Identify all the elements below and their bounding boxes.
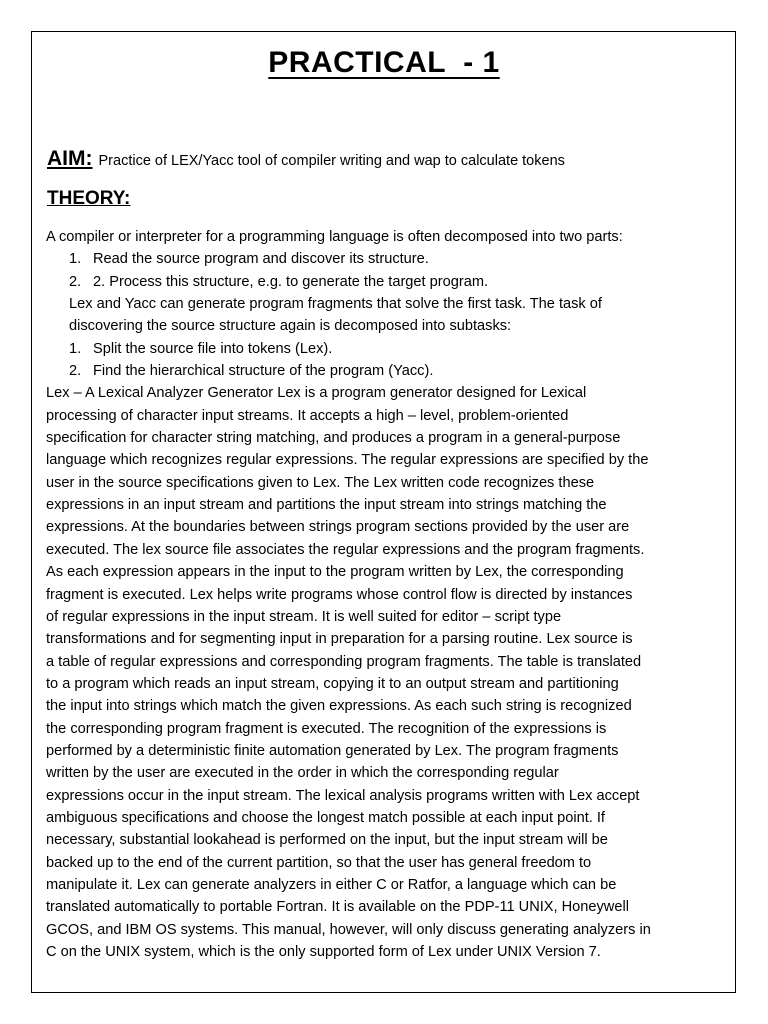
paragraph-line: processing of character input streams. It accepts a high – level, problem-oriented bbox=[46, 407, 569, 424]
paragraph-line: Lex and Yacc can generate program fragments that solve the first task. The task of bbox=[69, 296, 602, 313]
aim-text: Practice of LEX/Yacc tool of compiler writing and wap to calculate tokens bbox=[98, 153, 565, 169]
list-text: Find the hierarchical structure of the program (Yacc). bbox=[93, 363, 434, 380]
paragraph-line: performed by a deterministic finite automation generated by Lex. The program fragments bbox=[46, 742, 619, 759]
list-text: 2. Process this structure, e.g. to generate the target program. bbox=[93, 273, 489, 290]
aim-label: AIM: bbox=[47, 147, 93, 170]
paragraph-line: the input into strings which match the given expressions. As each such string is recognized bbox=[46, 698, 632, 715]
aim-section bbox=[47, 147, 565, 171]
paragraph-line: to a program which reads an input stream, copying it to an output stream and partitioning bbox=[46, 675, 619, 692]
list-text: Split the source file into tokens (Lex). bbox=[93, 340, 333, 357]
paragraph-line: executed. The lex source file associates the regular expressions and the program fragments. bbox=[46, 541, 645, 558]
paragraph-line: language which recognizes regular expressions. The regular expressions are specified by the bbox=[46, 452, 649, 469]
list-number: 1. bbox=[69, 251, 82, 268]
paragraph-line: Lex – A Lexical Analyzer Generator Lex is a program generator designed for Lexical bbox=[46, 385, 587, 402]
paragraph-line: the corresponding program fragment is executed. The recognition of the expressions is bbox=[46, 720, 607, 737]
paragraph-line: expressions occur in the input stream. The lexical analysis programs written with Lex accept bbox=[46, 787, 640, 804]
list-number: 2. bbox=[69, 363, 82, 380]
theory-heading: THEORY: bbox=[47, 188, 131, 209]
page-title-text: PRACTICAL - 1 bbox=[268, 46, 500, 79]
paragraph-line: of regular expressions in the input stream. It is well suited for editor – script type bbox=[46, 608, 562, 625]
paragraph-line: user in the source specifications given to Lex. The Lex written code recognizes these bbox=[46, 474, 595, 491]
paragraph-line: expressions in an input stream and partitions the input stream into strings matching the bbox=[46, 497, 607, 514]
paragraph-line: a table of regular expressions and corresponding program fragments. The table is translated bbox=[46, 653, 642, 670]
theory-body bbox=[46, 226, 722, 963]
paragraph-line: expressions. At the boundaries between strings program sections provided by the user are bbox=[46, 519, 630, 536]
paragraph-line: discovering the source structure again is decomposed into subtasks: bbox=[69, 318, 512, 335]
list-text: Read the source program and discover its structure. bbox=[93, 251, 429, 268]
list-number: 2. bbox=[69, 273, 82, 290]
paragraph-line: backed up to the end of the current partition, so that the user has general freedom to bbox=[46, 854, 592, 871]
theory-intro: A compiler or interpreter for a programming language is often decomposed into two parts: bbox=[46, 229, 623, 245]
paragraph-line: As each expression appears in the input to the program written by Lex, the corresponding bbox=[46, 564, 624, 581]
list-item bbox=[46, 338, 722, 360]
paragraph-line: necessary, substantial lookahead is performed on the input, but the input stream will be bbox=[46, 832, 608, 849]
paragraph-line: specification for character string matching, and produces a program in a general-purpose bbox=[46, 430, 621, 447]
list-item bbox=[46, 248, 722, 270]
list-item bbox=[46, 271, 722, 293]
paragraph-line: manipulate it. Lex can generate analyzers in either C or Ratfor, a language which can be bbox=[46, 876, 617, 893]
page-title bbox=[0, 46, 768, 80]
list-number: 1. bbox=[69, 340, 82, 357]
list-item bbox=[46, 360, 722, 382]
paragraph-line: ambiguous specifications and choose the longest match possible at each input point. If bbox=[46, 809, 605, 826]
paragraph-line: translated automatically to portable Fortran. It is available on the PDP-11 UNIX, Honeywell bbox=[46, 899, 629, 916]
paragraph-line: written by the user are executed in the order in which the corresponding regular bbox=[46, 765, 559, 782]
paragraph-line: C on the UNIX system, which is the only supported form of Lex under UNIX Version 7. bbox=[46, 944, 601, 960]
paragraph-line: GCOS, and IBM OS systems. This manual, however, will only discuss generating analyzers in bbox=[46, 921, 651, 938]
paragraph-line: fragment is executed. Lex helps write programs whose control flow is directed by instances bbox=[46, 586, 633, 603]
paragraph-line: transformations and for segmenting input in preparation for a parsing routine. Lex source is bbox=[46, 631, 633, 648]
